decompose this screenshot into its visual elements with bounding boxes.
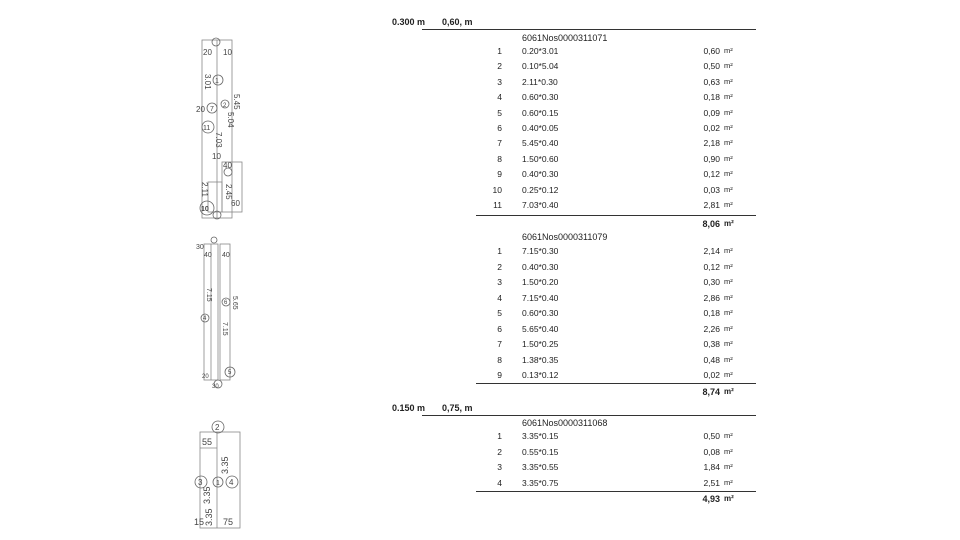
- dim-label: 5.65: [231, 296, 238, 310]
- dim-label: 60: [231, 199, 240, 208]
- row-expression: 7.15*0.40: [522, 292, 559, 303]
- row-expression: 3.35*0.55: [522, 462, 559, 472]
- row-number: 5: [497, 107, 502, 118]
- dim-label: 40: [222, 252, 230, 259]
- marker-label: 1: [215, 78, 219, 85]
- row-number: 2: [497, 261, 502, 272]
- row-number: 9: [497, 370, 502, 380]
- row-expression: 0.40*0.30: [522, 261, 559, 272]
- dim-label: 20: [203, 48, 212, 57]
- row-number: 2: [497, 61, 502, 72]
- row-unit: m²: [724, 446, 733, 456]
- total-value: 8,74: [702, 387, 720, 397]
- row-expression: 0.40*0.05: [522, 123, 559, 133]
- total-value: 8,06: [702, 219, 720, 229]
- total-rule: [476, 383, 756, 384]
- row-number: 8: [497, 354, 502, 365]
- dim-label: 3.35: [204, 508, 214, 526]
- marker-label: 11: [203, 125, 211, 132]
- row-number: 6: [497, 323, 502, 334]
- row-unit: m²: [724, 323, 733, 333]
- row-expression: 1.50*0.20: [522, 277, 559, 287]
- row-unit: m²: [724, 153, 733, 163]
- marker-label: 2: [223, 103, 227, 109]
- measurement-row: [476, 46, 756, 60]
- measurement-row: [476, 123, 756, 137]
- row-unit: m²: [724, 354, 733, 364]
- row-number: 9: [497, 169, 502, 180]
- row-number: 1: [497, 246, 502, 256]
- dim-label: 75: [223, 517, 234, 527]
- measurement-row: [476, 92, 756, 106]
- dim-label: 10: [223, 48, 232, 57]
- total-rule: [476, 491, 756, 492]
- row-expression: 3.35*0.15: [522, 431, 559, 441]
- row-value: 0,18: [703, 92, 720, 103]
- row-number: 3: [497, 277, 502, 287]
- measurement-row: [476, 246, 756, 260]
- total-unit: m²: [724, 387, 734, 396]
- row-number: 11: [493, 200, 502, 210]
- marker-label: 2: [215, 423, 220, 432]
- measurement-row: [476, 355, 756, 369]
- row-expression: 0.10*5.04: [522, 61, 559, 72]
- row-unit: m²: [724, 169, 733, 179]
- row-value: 0,09: [703, 107, 720, 118]
- row-unit: m²: [724, 246, 733, 255]
- row-value: 0,02: [703, 123, 720, 133]
- row-expression: 3.35*0.75: [522, 477, 559, 488]
- drawing-2: [190, 232, 260, 392]
- part-code: 6061Nos0000311079: [522, 232, 608, 242]
- row-unit: m²: [724, 107, 733, 117]
- measurement-row: [476, 339, 756, 353]
- dim-label: 3.35: [202, 486, 212, 504]
- row-unit: m²: [724, 61, 733, 71]
- marker-label: 4: [229, 478, 234, 487]
- row-value: 0,63: [703, 76, 720, 87]
- row-unit: m²: [724, 462, 733, 471]
- row-unit: m²: [724, 370, 733, 379]
- row-number: 5: [497, 308, 502, 318]
- section-area-per-m: 0,60, m: [442, 17, 473, 27]
- row-value: 0,18: [703, 308, 720, 318]
- row-unit: m²: [724, 76, 733, 86]
- marker-label: 7: [210, 106, 214, 113]
- row-unit: m²: [724, 138, 733, 148]
- row-value: 2,14: [703, 246, 720, 256]
- measurement-row: [476, 324, 756, 338]
- row-value: 2,86: [703, 292, 720, 303]
- measurement-row: [476, 77, 756, 91]
- row-expression: 7.03*0.40: [522, 200, 559, 210]
- row-expression: 0.20*3.01: [522, 46, 559, 56]
- measurement-row: [476, 462, 756, 476]
- row-value: 0,90: [703, 153, 720, 164]
- row-unit: m²: [724, 184, 733, 194]
- row-unit: m²: [724, 92, 733, 102]
- marker-label: 3: [198, 478, 203, 487]
- measurement-row: [476, 169, 756, 183]
- measurement-row: [476, 277, 756, 291]
- row-expression: 0.60*0.30: [522, 308, 559, 318]
- row-number: 10: [492, 184, 502, 195]
- row-number: 3: [497, 76, 502, 87]
- dim-label: 30: [196, 244, 204, 251]
- row-unit: m²: [724, 200, 733, 209]
- row-number: 4: [497, 92, 502, 103]
- marker-label: 1: [216, 480, 220, 487]
- measurement-row: [476, 478, 756, 492]
- measurement-row: [476, 262, 756, 276]
- row-number: 3: [497, 462, 502, 472]
- dim-label: 15: [194, 517, 205, 527]
- measurement-row: [476, 447, 756, 461]
- dim-label: 3.01: [203, 74, 212, 90]
- measurement-row: [476, 138, 756, 152]
- row-unit: m²: [724, 292, 733, 302]
- total-unit: m²: [724, 494, 734, 503]
- row-number: 7: [497, 138, 502, 149]
- marker-label: 10: [201, 206, 209, 213]
- row-unit: m²: [724, 277, 733, 286]
- dim-label: 5.45: [232, 94, 241, 110]
- part-code: 6061Nos0000311068: [522, 418, 608, 428]
- row-value: 2,51: [703, 477, 720, 488]
- dim-label: 20: [202, 374, 209, 380]
- measurement-row: [476, 61, 756, 75]
- dim-label: 3.35: [220, 456, 230, 474]
- section-rule: [422, 29, 756, 30]
- row-number: 2: [497, 446, 502, 457]
- measurement-row: [476, 185, 756, 199]
- dim-label: 2.11: [200, 182, 209, 197]
- row-unit: m²: [724, 123, 733, 132]
- dim-label: 7.03: [214, 132, 223, 148]
- row-value: 0,38: [703, 339, 720, 349]
- row-number: 6: [497, 123, 502, 133]
- row-expression: 0.40*0.30: [522, 169, 559, 180]
- row-value: 0,30: [703, 277, 720, 287]
- row-expression: 0.13*0.12: [522, 370, 559, 380]
- dim-label: 5.04: [226, 112, 235, 128]
- measurement-row: [476, 108, 756, 122]
- row-expression: 0.60*0.15: [522, 107, 559, 118]
- row-value: 2,26: [703, 323, 720, 334]
- row-value: 0,50: [703, 431, 720, 441]
- total-rule: [476, 215, 756, 216]
- row-number: 1: [497, 46, 502, 56]
- section-area-per-m: 0,75, m: [442, 403, 473, 413]
- measurement-row: [476, 154, 756, 168]
- row-value: 2,81: [703, 200, 720, 210]
- row-unit: m²: [724, 308, 733, 317]
- row-number: 7: [497, 339, 502, 349]
- row-value: 0,03: [703, 184, 720, 195]
- total-unit: m²: [724, 219, 734, 228]
- row-expression: 7.15*0.30: [522, 246, 559, 256]
- row-expression: 2.11*0.30: [522, 76, 558, 87]
- dim-label: 40: [223, 161, 232, 170]
- measurement-row: [476, 200, 756, 214]
- row-value: 0,12: [703, 261, 720, 272]
- row-expression: 1.50*0.25: [522, 339, 559, 349]
- section-thickness: 0.150 m: [392, 403, 426, 413]
- dim-label: 30: [212, 384, 219, 390]
- row-unit: m²: [724, 46, 733, 55]
- dim-label: 2.45: [224, 184, 233, 200]
- row-value: 0,08: [703, 446, 720, 457]
- section-rule: [422, 415, 756, 416]
- section-thickness: 0.300 m: [392, 17, 426, 27]
- row-expression: 0.60*0.30: [522, 92, 559, 103]
- marker-label: 4: [203, 316, 207, 322]
- dim-label: 55: [202, 437, 213, 447]
- row-value: 0,12: [703, 169, 720, 180]
- row-unit: m²: [724, 431, 733, 440]
- drawing-1: [190, 32, 260, 222]
- total-value: 4,93: [702, 494, 720, 504]
- row-number: 4: [497, 477, 502, 488]
- row-expression: 0.25*0.12: [522, 184, 559, 195]
- dim-label: 20: [196, 105, 205, 114]
- row-expression: 5.45*0.40: [522, 138, 559, 149]
- dim-label: 7.15: [205, 288, 212, 302]
- row-number: 8: [497, 153, 502, 164]
- dim-label: 7.15: [221, 322, 228, 336]
- marker-label: 5: [228, 370, 232, 376]
- row-value: 0,60: [703, 46, 720, 56]
- row-unit: m²: [724, 339, 733, 348]
- drawing-3: [190, 418, 250, 532]
- row-value: 0,50: [703, 61, 720, 72]
- row-expression: 1.50*0.60: [522, 153, 559, 164]
- row-expression: 1.38*0.35: [522, 354, 559, 365]
- marker-label: 6: [224, 300, 228, 306]
- row-number: 4: [497, 292, 502, 303]
- part-code: 6061Nos0000311071: [522, 33, 608, 43]
- row-unit: m²: [724, 477, 733, 487]
- measurement-row: [476, 370, 756, 384]
- row-number: 1: [497, 431, 502, 441]
- row-value: 2,18: [703, 138, 720, 149]
- row-expression: 5.65*0.40: [522, 323, 559, 334]
- row-value: 0,02: [703, 370, 720, 380]
- measurement-row: [476, 431, 756, 445]
- dim-label: 10: [212, 152, 221, 161]
- row-value: 1,84: [703, 462, 720, 472]
- row-value: 0,48: [703, 354, 720, 365]
- dim-label: 40: [204, 252, 212, 259]
- row-unit: m²: [724, 261, 733, 271]
- row-expression: 0.55*0.15: [522, 446, 559, 457]
- measurement-row: [476, 308, 756, 322]
- measurement-row: [476, 293, 756, 307]
